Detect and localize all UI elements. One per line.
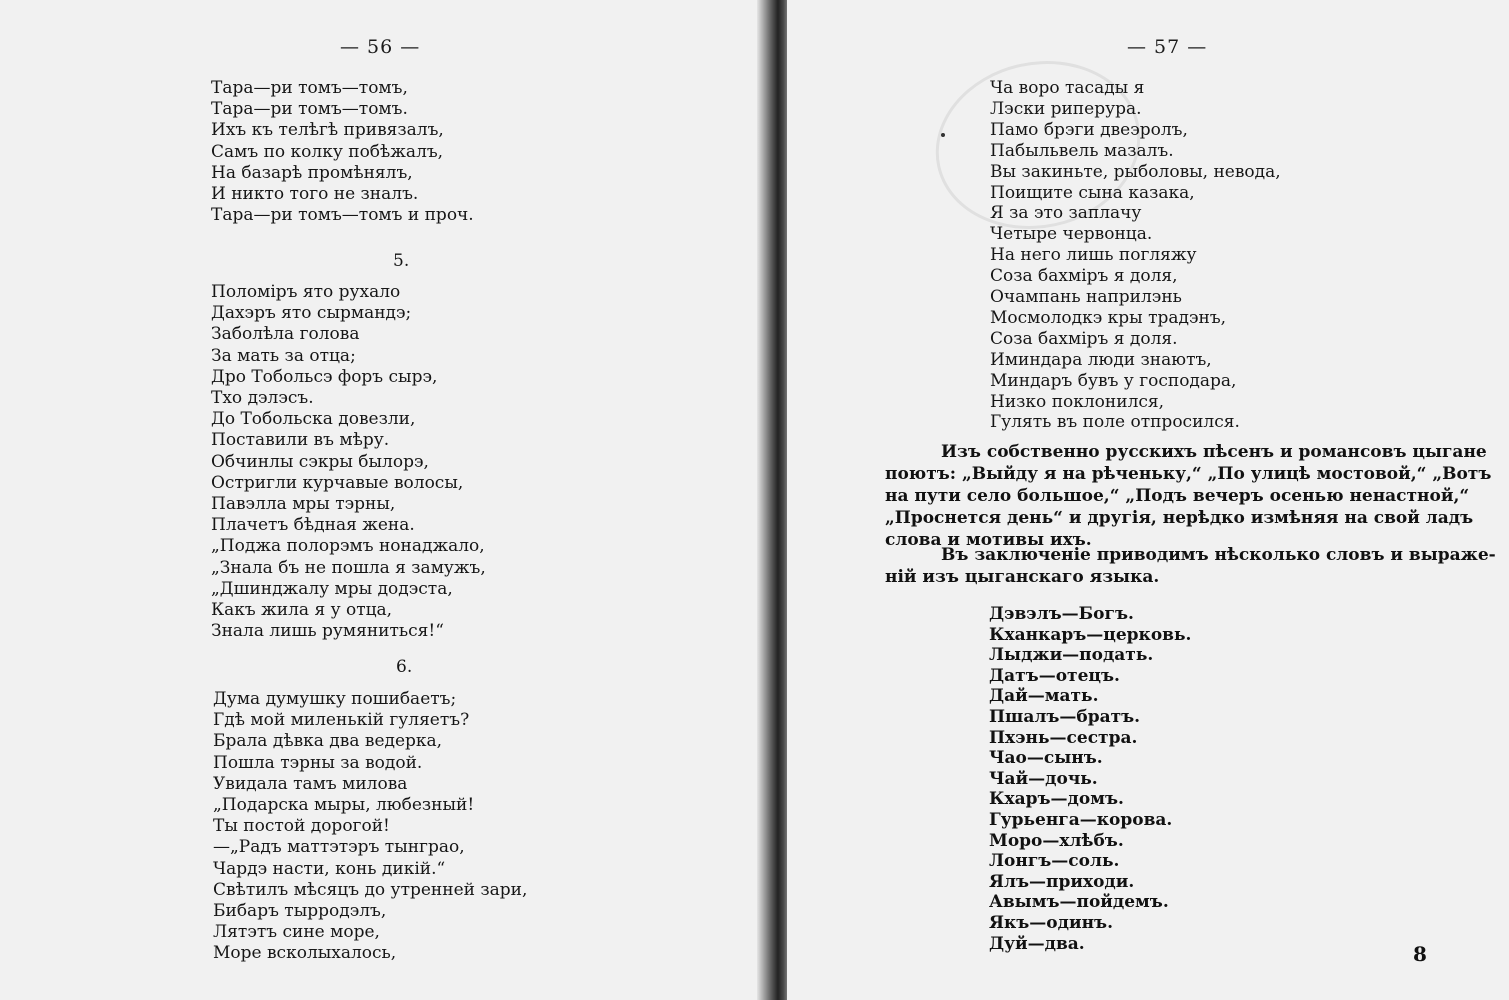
vocabulary-entry: Дай—мать. [989,686,1099,707]
verse-line: Пабыльвель мазалъ. [990,140,1174,161]
verse-line: Ча воро тасады я [990,78,1145,98]
verse-line: „Подарска мыры, любезный! [213,795,475,815]
verse-line: И никто того не зналъ. [211,184,419,204]
vocabulary-entry: Чао—сынъ. [989,748,1103,769]
verse-line: Море всколыхалось, [213,943,397,964]
verse-line: Соза бахмiръ я доля, [990,266,1178,287]
verse-line: Увидала тамъ милова [213,773,408,794]
verse-line: Гдѣ мой миленькiй гуляетъ? [213,710,470,731]
verse-line: Бибаръ тырродэлъ, [213,901,387,921]
vocabulary-entry: Лонгъ—соль. [989,851,1120,872]
verse-line: Низко поклонился, [990,391,1165,412]
verse-line: Свѣтилъ мѣсяцъ до утренней зари, [213,879,528,900]
section-number-6: 6. [396,657,413,677]
paragraph-line: „Проснется день“ и другiя, нерѣдко измѣняя на свой ладъ [885,508,1474,528]
verse-line: „Знала бъ не пошла я замужъ, [211,557,486,578]
verse-line: Вы закиньте, рыболовы, невода, [990,161,1281,182]
paragraph-line: Въ заключенiе приводимъ нѣсколько словъ и выраже- [941,545,1496,565]
section-number-5: 5. [393,251,410,271]
vocabulary-entry: Чай—дочь. [989,768,1098,789]
verse-line: Чардэ насти, конь дикiй.“ [213,858,446,879]
verse-line: Дро Тобольсэ форъ сырэ, [211,366,438,387]
verse-line: Поищите сына казака, [990,182,1195,203]
verse-line: Какъ жила я у отца, [211,600,393,620]
verse-line: „Дшинджалу мры додэста, [211,578,453,599]
verse-line: Я за это заплачу [990,203,1142,224]
verse-line: Памо брэги двеэролъ, [990,119,1188,140]
verse-line: Лятэтъ сине море, [213,922,380,943]
vocabulary-entry: Лыджи—подать. [989,645,1154,666]
verse-line: Обчинлы сэкры былорэ, [211,451,429,472]
ink-dot [941,133,945,137]
verse-line: Очампань наприлэнь [990,287,1182,307]
verse-line: Павэлла мры тэрны, [211,494,396,514]
verse-line: Лэски рипeрура. [990,98,1142,119]
vocabulary-entry: Датъ—отецъ. [989,665,1120,686]
verse-line: Знала лишь румяниться!“ [211,621,444,642]
verse-line: Остригли курчавые волосы, [211,472,464,493]
verse-line: Тара—ри томъ—томъ. [211,99,408,120]
verse-line: Дума думушку пошибаетъ; [213,689,457,709]
verse-line: Плачетъ бѣдная жена. [211,515,415,536]
verse-line: Заболѣла голова [211,324,360,345]
page-number-left: — 56 — [340,36,421,58]
verse-line: За мать за отца; [211,345,356,366]
verse-line: На него лишь погляжу [990,245,1197,266]
page-number-right: — 57 — [1127,36,1208,58]
vocabulary-entry: Авымъ—пойдемъ. [989,892,1169,913]
verse-line: Соза бахмiръ я доля. [990,328,1178,349]
verse-line: Дахэръ ято сырмандэ; [211,303,412,324]
verse-line: Тхо дэлэсъ. [211,388,314,408]
verse-line: Поломiръ ято рухало [211,282,401,302]
verse-line: Ты постой дорогой! [213,816,390,837]
verse-line: Тара—ри томъ—томъ, [211,78,408,98]
verse-line: Пошла тэрны за водой. [213,752,423,773]
verse-line: —„Радъ маттэтэръ тынграо, [213,837,465,858]
show-through-text [660,90,682,134]
vocabulary-entry: Якъ—одинъ. [989,913,1113,933]
paragraph-line: на пути село большое,“ „Подъ вечеръ осенью ненастной,“ [885,486,1470,506]
vocabulary-entry: Дуй—два. [989,933,1085,954]
vocabulary-entry: Пшалъ—братъ. [989,707,1141,727]
paragraph-line: нiй изъ цыганскаго языка. [885,567,1160,587]
verse-line: Гулять въ поле отпросился. [990,412,1240,433]
verse-line: Ихъ къ телѣгѣ привязалъ, [211,120,444,141]
vocabulary-entry: Кханкаръ—церковь. [989,624,1192,645]
vocabulary-entry: Гурьенга—корова. [989,810,1173,830]
vocabulary-entry: Дэвэлъ—Богъ. [989,604,1134,624]
verse-line: Поставили въ мѣру. [211,430,390,451]
paragraph-line: поютъ: „Выйду я на рѣченьку,“ „По улицѣ мостовой,“ „Вотъ [885,464,1492,484]
verse-line: Тара—ри томъ—томъ и проч. [211,205,474,226]
verse-line: Четыре червонца. [990,224,1153,245]
vocabulary-entry: Кхаръ—домъ. [989,789,1124,810]
verse-line: Мосмолодкэ кры традэнъ, [990,307,1227,328]
verse-line: Самъ по колку побѣжалъ, [211,141,444,162]
verse-line: Брала дѣвка два ведерка, [213,731,443,752]
paragraph-line: слова и мотивы ихъ. [885,530,1092,550]
verse-line: Миндаръ бувъ у господара, [990,370,1237,391]
sheet-signature-number: 8 [1413,942,1427,966]
vocabulary-entry: Ялъ—приходи. [989,871,1135,892]
verse-line: До Тобольска довезли, [211,409,416,430]
vocabulary-entry: Пхэнь—сестра. [989,727,1138,748]
verse-line: Иминдара люди знаютъ, [990,349,1212,370]
verse-line: „Поджа полорэмъ нонаджало, [211,536,485,557]
vocabulary-entry: Моро—хлѣбъ. [989,830,1124,851]
paragraph-line: Изъ собственно русскихъ пѣсенъ и романсовъ цыгане [941,442,1487,462]
verse-line: На базарѣ промѣнялъ, [211,162,413,183]
